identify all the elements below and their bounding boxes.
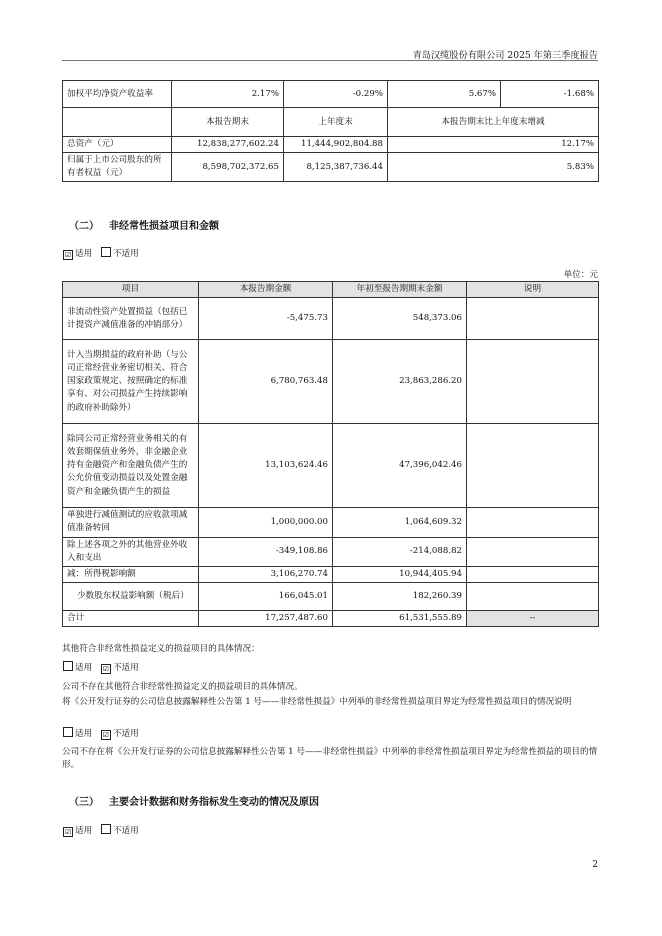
note-cell bbox=[467, 583, 599, 611]
ytd-amount: 23,863,286.20 bbox=[333, 340, 467, 424]
redefine-label: 将《公开发行证券的公司信息披露解释性公告第 1 号——非经常性损益》中列举的非经常性损益项目界定为经常性损益项目的情况说明 bbox=[62, 697, 572, 707]
checked-box-icon: ☑ bbox=[102, 731, 110, 739]
not-applicable-label: 不适用 bbox=[112, 663, 139, 673]
period-amount: 1,000,000.00 bbox=[199, 508, 333, 537]
header-divider bbox=[62, 60, 598, 61]
applicable-options bbox=[63, 727, 139, 740]
table-row bbox=[63, 583, 599, 611]
row-label: 归属于上市公司股东的所有者权益（元） bbox=[63, 153, 172, 182]
checked-box-icon: ☑ bbox=[64, 251, 72, 259]
note-cell bbox=[467, 298, 599, 340]
roe-value: -0.29% bbox=[284, 81, 388, 108]
note-cell bbox=[467, 537, 599, 566]
unchecked-box-icon bbox=[63, 661, 73, 671]
period-amount: -349,108.86 bbox=[199, 537, 333, 566]
period-amount: 17,257,487.60 bbox=[199, 611, 333, 627]
section-number: （三） bbox=[69, 797, 99, 808]
note-cell bbox=[467, 424, 599, 508]
roe-label: 加权平均净资产收益率 bbox=[63, 81, 172, 108]
checked-box-icon: ☑ bbox=[64, 828, 72, 836]
item-label: 计入当期损益的政府补助（与公司正常经营业务密切相关、符合国家政策规定、按照确定的标准享有、对公司损益产生持续影响的政府补助除外） bbox=[63, 340, 199, 424]
ytd-amount: -214,088.82 bbox=[333, 537, 467, 566]
table-row bbox=[63, 424, 599, 508]
applicable-options bbox=[63, 824, 139, 837]
item-label: 减：所得税影响额 bbox=[63, 567, 199, 583]
table-row bbox=[63, 567, 599, 583]
column-header: 本报告期金额 bbox=[199, 282, 333, 298]
table-row bbox=[63, 153, 599, 182]
key-indicators-table bbox=[62, 80, 599, 182]
table-total-row bbox=[63, 611, 599, 627]
note-cell bbox=[467, 508, 599, 537]
cell-value: 11,444,902,804.88 bbox=[284, 137, 388, 153]
non-recurring-items-table bbox=[62, 281, 599, 627]
note-cell bbox=[467, 340, 599, 424]
table-row bbox=[63, 508, 599, 537]
item-label: 非流动性资产处置损益（包括已计提资产减值准备的冲销部分） bbox=[63, 298, 199, 340]
table-header-row bbox=[63, 108, 599, 137]
period-amount: 166,045.01 bbox=[199, 583, 333, 611]
unchecked-box-icon bbox=[63, 727, 73, 737]
applicable-label: 适用 bbox=[75, 729, 93, 739]
period-amount: 6,780,763.48 bbox=[199, 340, 333, 424]
applicable-label: 适用 bbox=[75, 826, 93, 836]
table-row bbox=[63, 537, 599, 566]
column-header: 项目 bbox=[63, 282, 199, 298]
roe-value: -1.68% bbox=[501, 81, 599, 108]
ytd-amount: 1,064,609.32 bbox=[333, 508, 467, 537]
note-cell: -- bbox=[467, 611, 599, 627]
table-row bbox=[63, 340, 599, 424]
applicable-label: 适用 bbox=[75, 249, 93, 259]
cell-value: 12,838,277,602.24 bbox=[172, 137, 284, 153]
blank-header-cell bbox=[63, 108, 172, 137]
section-title: 非经常性损益项目和金额 bbox=[109, 221, 219, 232]
note-cell bbox=[467, 567, 599, 583]
roe-value: 5.67% bbox=[388, 81, 501, 108]
checked-box-icon: ☑ bbox=[102, 665, 110, 673]
not-applicable-label: 不适用 bbox=[112, 826, 139, 836]
column-header: 本报告期末比上年度末增减 bbox=[388, 108, 599, 137]
column-header: 说明 bbox=[467, 282, 599, 298]
ytd-amount: 47,396,042.46 bbox=[333, 424, 467, 508]
other-items-label: 其他符合非经常性损益定义的损益项目的具体情况： bbox=[62, 644, 260, 654]
cell-value: 12.17% bbox=[388, 137, 599, 153]
section-number: （二） bbox=[69, 221, 99, 232]
page-number: 2 bbox=[592, 860, 598, 870]
table-row bbox=[63, 298, 599, 340]
section-heading bbox=[69, 793, 319, 808]
table-header-row bbox=[63, 282, 599, 298]
ytd-amount: 182,260.39 bbox=[333, 583, 467, 611]
period-amount: -5,475.73 bbox=[199, 298, 333, 340]
report-header: 青岛汉缆股份有限公司 2025 年第三季度报告 bbox=[412, 50, 598, 61]
column-header: 上年度末 bbox=[284, 108, 388, 137]
ytd-amount: 548,373.06 bbox=[333, 298, 467, 340]
item-label: 合计 bbox=[63, 611, 199, 627]
applicable-label: 适用 bbox=[75, 663, 93, 673]
item-label: 除同公司正常经营业务相关的有效套期保值业务外，非金融企业持有金融资产和金融负债产生的公允价值变动损益以及处置金融资产和金融负债产生的损益 bbox=[63, 424, 199, 508]
applicable-options bbox=[63, 661, 139, 674]
row-label: 总资产（元） bbox=[63, 137, 172, 153]
unchecked-box-icon bbox=[101, 824, 111, 834]
section-heading bbox=[69, 217, 219, 232]
not-applicable-label: 不适用 bbox=[112, 249, 139, 259]
unchecked-box-icon bbox=[101, 247, 111, 257]
period-amount: 3,106,270.74 bbox=[199, 567, 333, 583]
column-header: 本报告期末 bbox=[172, 108, 284, 137]
cell-value: 5.83% bbox=[388, 153, 599, 182]
item-label: 少数股东权益影响额（税后） bbox=[63, 583, 199, 611]
roe-value: 2.17% bbox=[172, 81, 284, 108]
section-title: 主要会计数据和财务指标发生变动的情况及原因 bbox=[109, 797, 319, 808]
item-label: 单独进行减值测试的应收款项减值准备转回 bbox=[63, 508, 199, 537]
column-header: 年初至报告期期末金额 bbox=[333, 282, 467, 298]
unit-label: 单位：元 bbox=[563, 270, 598, 280]
other-items-statement: 公司不存在其他符合非经常性损益定义的损益项目的具体情况。 bbox=[62, 682, 303, 692]
cell-value: 8,125,387,736.44 bbox=[284, 153, 388, 182]
ytd-amount: 10,944,405.94 bbox=[333, 567, 467, 583]
table-row bbox=[63, 81, 599, 108]
ytd-amount: 61,531,555.89 bbox=[333, 611, 467, 627]
cell-value: 8,598,702,372.65 bbox=[172, 153, 284, 182]
redefine-statement: 公司不存在将《公开发行证券的公司信息披露解释性公告第 1 号——非经常性损益》中列举的非经常性损益项目界定为经常性损益的项目的情形。 bbox=[62, 747, 598, 770]
item-label: 除上述各项之外的其他营业外收入和支出 bbox=[63, 537, 199, 566]
period-amount: 13,103,624.46 bbox=[199, 424, 333, 508]
applicable-options bbox=[63, 247, 139, 260]
not-applicable-label: 不适用 bbox=[112, 729, 139, 739]
table-row bbox=[63, 137, 599, 153]
